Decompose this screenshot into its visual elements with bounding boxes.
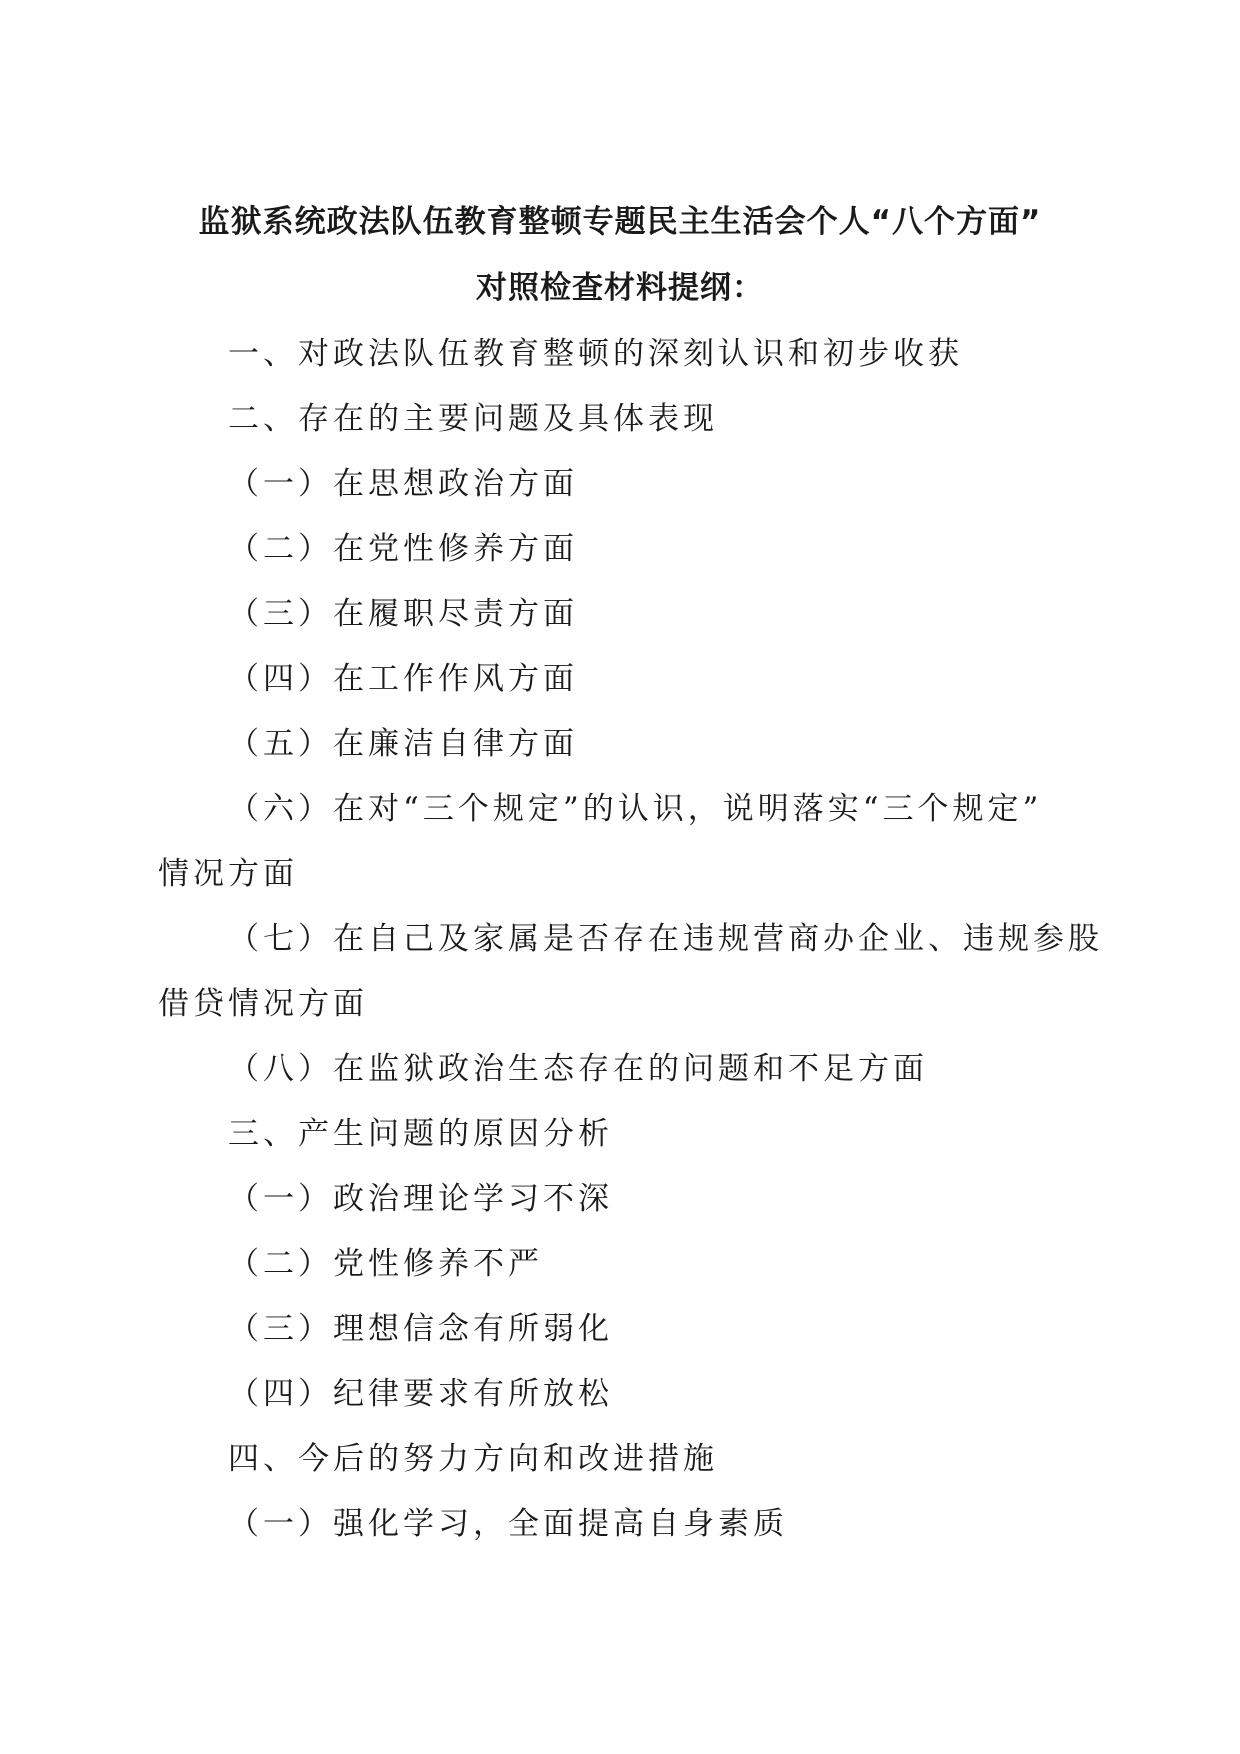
section-heading-2: 二、存在的主要问题及具体表现 (228, 401, 718, 437)
subsection-item: （一）政治理论学习不深 (228, 1181, 613, 1217)
subsection-item: （二）在党性修养方面 (228, 531, 578, 567)
subsection-item: （八）在监狱政治生态存在的问题和不足方面 (228, 1051, 928, 1087)
subsection-item: （一）在思想政治方面 (228, 466, 578, 502)
section-heading-3: 三、产生问题的原因分析 (228, 1116, 613, 1152)
section-heading-4: 四、今后的努力方向和改进措施 (228, 1441, 718, 1477)
document-title-line-1: 监狱系统政法队伍教育整顿专题民主生活会个人“八个方面” (198, 204, 1042, 240)
section-heading-1: 一、对政法队伍教育整顿的深刻认识和初步收获 (228, 336, 963, 372)
document-title-line-2: 对照检查材料提纲： (476, 270, 764, 306)
subsection-item: （四）纪律要求有所放松 (228, 1376, 613, 1412)
subsection-item: （五）在廉洁自律方面 (228, 726, 578, 762)
subsection-item-continuation: 借贷情况方面 (158, 986, 368, 1022)
subsection-item: （六）在对“三个规定”的认识，说明落实“三个规定” (228, 791, 1043, 827)
subsection-item: （七）在自己及家属是否存在违规营商办企业、违规参股 (228, 921, 1103, 957)
subsection-item: （三）在履职尽责方面 (228, 596, 578, 632)
subsection-item: （四）在工作作风方面 (228, 661, 578, 697)
subsection-item: （一）强化学习，全面提高自身素质 (228, 1506, 788, 1542)
subsection-item: （二）党性修养不严 (228, 1246, 543, 1282)
subsection-item-continuation: 情况方面 (158, 856, 298, 892)
subsection-item: （三）理想信念有所弱化 (228, 1311, 613, 1347)
